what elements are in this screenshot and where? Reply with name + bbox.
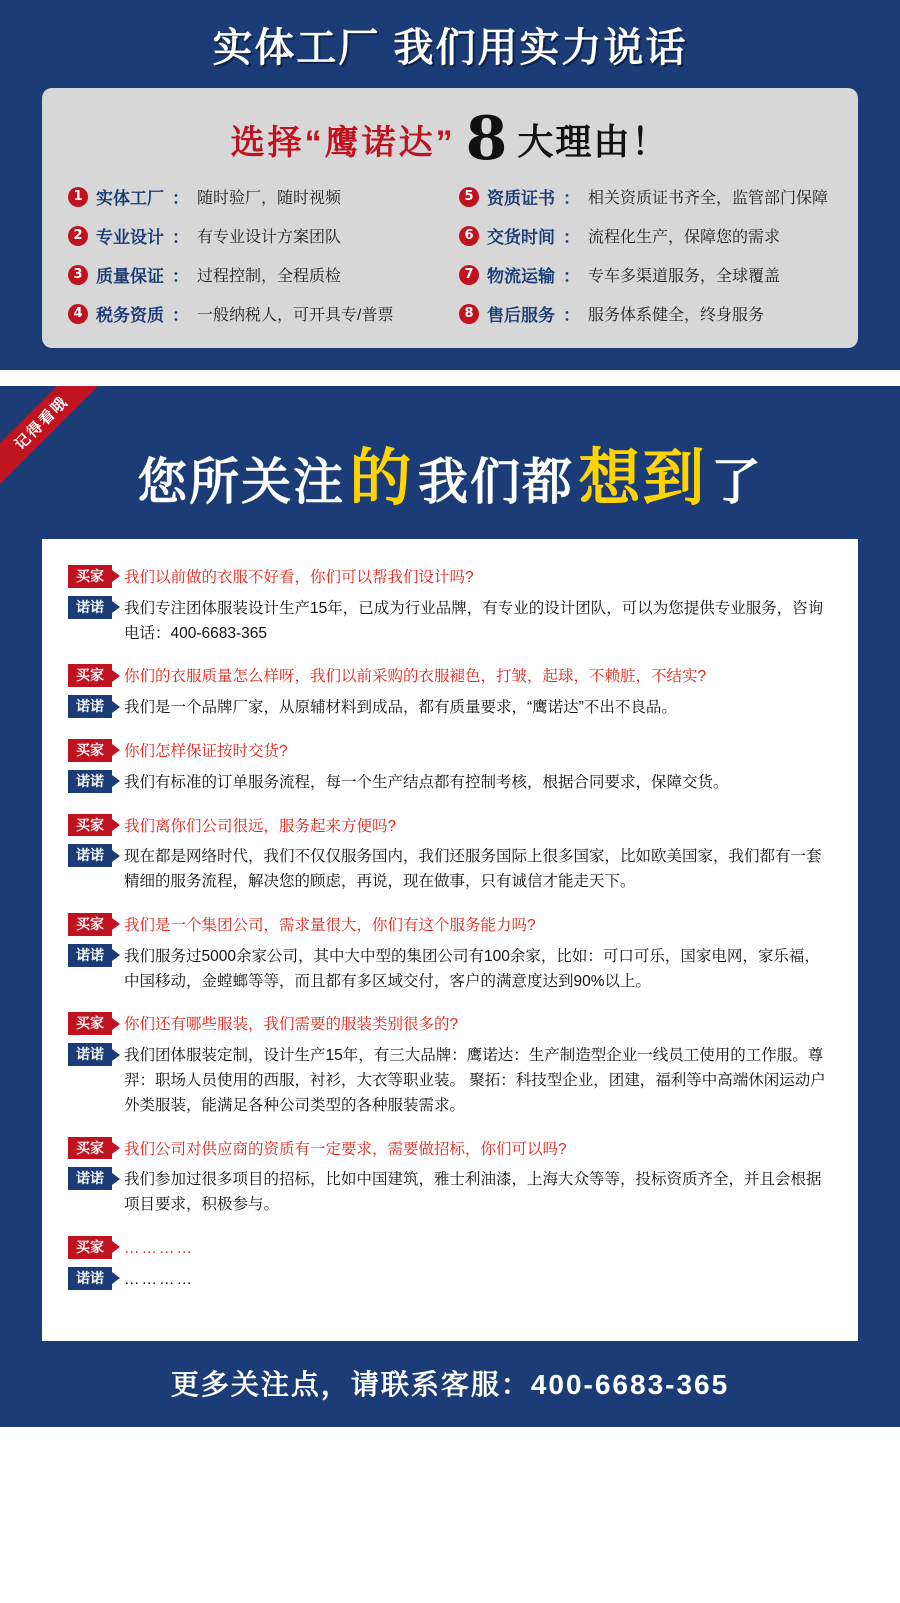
buyer-tag — [68, 1012, 112, 1035]
answer-text: 我们专注团体服装设计生产15年，已成为行业品牌，有专业的设计团队，可以为您提供专业服务，咨询电话：400-6683-365 — [124, 599, 824, 642]
question-text: 我们公司对供应商的资质有一定要求，需要做招标，你们可以吗? — [124, 1140, 567, 1158]
reason-colon: ： — [172, 189, 189, 208]
faq-title — [20, 402, 880, 539]
faq-card — [42, 539, 858, 1341]
question-text: 你们的衣服质量怎么样呀，我们以前采购的衣服褪色，打皱，起球，不赖脏，不结实? — [124, 668, 707, 686]
question-text: 我们离你们公司很远，服务起来方便吗? — [124, 817, 397, 835]
reason-key: 实体工厂 — [96, 189, 164, 208]
question-text: 我们以前做的衣服不好看，你们可以帮我们设计吗? — [124, 569, 474, 586]
buyer-tag-label: 买家 — [76, 915, 104, 932]
reason-key: 售后服务 — [487, 306, 555, 325]
reason-item — [68, 184, 441, 209]
reason-number-badge: 3 — [68, 265, 88, 285]
reason-key: 物流运输 — [487, 267, 555, 286]
reason-colon: ： — [563, 267, 580, 286]
headline-black: 大理由！ — [517, 120, 670, 162]
reason-number-badge: 7 — [459, 265, 479, 285]
question-line — [68, 664, 832, 690]
footer — [20, 1341, 880, 1427]
faq-title-part-1: 您所关注 — [137, 454, 346, 510]
reason-key: 质量保证 — [96, 267, 164, 286]
brand-tag — [68, 1267, 112, 1290]
question-text: 你们怎样保证按时交货? — [124, 742, 288, 760]
reason-colon: ： — [172, 306, 189, 325]
answer-text: 我们团体服装定制，设计生产15年，有三大品牌：鹰诺达：生产制造型企业一线员工使用的工作服。尊羿：职场人员使用的西服，衬衫，大衣等职业装。 聚拓：科技型企业，团建，福利等中高端休闲运动户外类服装，能满足各种公司类型的各种服装需求。 — [124, 1047, 826, 1114]
brand-tag — [68, 944, 112, 967]
reason-number-badge: 6 — [459, 226, 479, 246]
buyer-tag — [68, 913, 112, 936]
question-line — [68, 739, 832, 765]
reason-number-badge: 4 — [68, 304, 88, 324]
answer-line — [68, 1043, 832, 1118]
reason-value: 一般纳税人，可开具专/普票 — [197, 307, 394, 324]
answer-line — [68, 1167, 832, 1218]
faq-title-part-4: 想到 — [578, 444, 707, 513]
reason-value: 过程控制，全程质检 — [197, 268, 342, 285]
question-line — [68, 1012, 832, 1038]
reasons-grid — [68, 184, 832, 326]
brand-tag-label: 诺诺 — [76, 1269, 104, 1286]
reason-key: 专业设计 — [96, 228, 164, 247]
question-text: ………… — [124, 1239, 194, 1257]
buyer-tag — [68, 1236, 112, 1259]
brand-tag — [68, 596, 112, 619]
question-line — [68, 1236, 832, 1262]
buyer-tag-label: 买家 — [76, 1139, 104, 1156]
brand-tag-label: 诺诺 — [76, 1170, 104, 1187]
headline-red: 选择“鹰诺达” — [230, 123, 456, 162]
buyer-tag — [68, 1137, 112, 1160]
brand-tag-label: 诺诺 — [76, 698, 104, 715]
faq-title-part-3: 我们都 — [418, 454, 574, 510]
question-line — [68, 565, 832, 591]
brand-tag-label: 诺诺 — [76, 772, 104, 789]
question-text: 我们是一个集团公司，需求量很大，你们有这个服务能力吗? — [124, 916, 536, 934]
answer-text: 现在都是网络时代，我们不仅仅服务国内，我们还服务国际上很多国家，比如欧美国家，我们都有一套精细的服务流程，解决您的顾虑，再说，现在做事，只有诚信才能走天下。 — [124, 848, 822, 891]
buyer-tag — [68, 565, 112, 588]
question-line — [68, 913, 832, 939]
buyer-tag-label: 买家 — [76, 816, 104, 833]
reason-key: 资质证书 — [487, 189, 555, 208]
question-text: 你们还有哪些服装，我们需要的服装类别很多的? — [124, 1016, 459, 1034]
reason-value: 有专业设计方案团队 — [197, 229, 342, 246]
section-divider — [0, 376, 900, 386]
reason-value: 相关资质证书齐全，监管部门保障 — [588, 190, 829, 207]
question-line — [68, 1137, 832, 1163]
answer-line — [68, 844, 832, 895]
reason-colon: ： — [563, 228, 580, 247]
reason-value: 随时验厂，随时视频 — [197, 190, 342, 207]
buyer-tag-label: 买家 — [76, 1238, 104, 1255]
buyer-tag-label: 买家 — [76, 667, 104, 684]
reason-item — [459, 262, 832, 287]
qa-block — [68, 664, 832, 721]
reason-item — [68, 223, 441, 248]
buyer-tag — [68, 664, 112, 687]
reasons-headline — [68, 106, 832, 184]
buyer-tag-label: 买家 — [76, 1015, 104, 1032]
reason-number-badge: 8 — [459, 304, 479, 324]
reason-number-badge: 5 — [459, 187, 479, 207]
reason-colon: ： — [563, 189, 580, 208]
brand-tag-label: 诺诺 — [76, 598, 104, 615]
banner-title: 实体工厂 我们用实力说话 — [212, 26, 688, 70]
brand-tag — [68, 844, 112, 867]
answer-line — [68, 1267, 832, 1293]
buyer-tag — [68, 739, 112, 762]
reason-number-badge: 1 — [68, 187, 88, 207]
answer-line — [68, 596, 832, 647]
faq-section — [0, 386, 900, 1427]
brand-tag-label: 诺诺 — [76, 946, 104, 963]
faq-title-part-5: 了 — [710, 454, 763, 510]
corner-ribbon: 记得看哦 — [0, 386, 104, 486]
brand-tag — [68, 1167, 112, 1190]
faq-title-part-2: 的 — [349, 444, 414, 513]
answer-line — [68, 695, 832, 721]
qa-block — [68, 1012, 832, 1118]
answer-text: 我们有标准的订单服务流程，每一个生产结点都有控制考核，根据合同要求，保障交货。 — [124, 773, 729, 791]
footer-contact-text: 更多关注点，请联系客服：400-6683-365 — [170, 1368, 730, 1400]
brand-tag — [68, 1043, 112, 1066]
qa-block — [68, 913, 832, 994]
reason-colon: ： — [172, 228, 189, 247]
brand-tag — [68, 695, 112, 718]
qa-block — [68, 814, 832, 895]
reasons-card — [42, 88, 858, 348]
question-line — [68, 814, 832, 840]
reasons-section — [0, 0, 900, 376]
reason-value: 流程化生产，保障您的需求 — [588, 229, 781, 246]
qa-block — [68, 739, 832, 796]
reason-value: 专车多渠道服务，全球覆盖 — [588, 268, 781, 285]
reason-key: 税务资质 — [96, 306, 164, 325]
qa-block — [68, 565, 832, 646]
answer-text: 我们是一个品牌厂家，从原辅材料到成品，都有质量要求，“鹰诺达”不出不良品。 — [124, 699, 677, 717]
answer-line — [68, 770, 832, 796]
reason-item — [68, 262, 441, 287]
reason-colon: ： — [172, 267, 189, 286]
reason-key: 交货时间 — [487, 228, 555, 247]
reason-value: 服务体系健全，终身服务 — [588, 307, 765, 324]
brand-tag — [68, 770, 112, 793]
reason-item — [459, 301, 832, 326]
answer-text: 我们参加过很多项目的招标，比如中国建筑，雅士利油漆，上海大众等等，投标资质齐全，并且会根据项目要求，积极参与。 — [124, 1171, 822, 1214]
qa-block — [68, 1236, 832, 1293]
reason-colon: ： — [563, 306, 580, 325]
reason-item — [459, 223, 832, 248]
reason-item — [459, 184, 832, 209]
reason-item — [68, 301, 441, 326]
brand-tag-label: 诺诺 — [76, 847, 104, 864]
brand-tag-label: 诺诺 — [76, 1046, 104, 1063]
reason-number-badge: 2 — [68, 226, 88, 246]
buyer-tag-label: 买家 — [76, 741, 104, 758]
qa-block — [68, 1137, 832, 1218]
answer-line — [68, 944, 832, 995]
headline-number: 8 — [465, 104, 508, 174]
buyer-tag — [68, 814, 112, 837]
answer-text: 我们服务过5000余家公司，其中大中型的集团公司有100余家，比如：可口可乐，国家电网，家乐福，中国移动，金螳螂等等，而且都有多区域交付，客户的满意度达到90%以上。 — [124, 947, 820, 990]
buyer-tag-label: 买家 — [76, 568, 104, 584]
answer-text: ………… — [124, 1270, 194, 1288]
